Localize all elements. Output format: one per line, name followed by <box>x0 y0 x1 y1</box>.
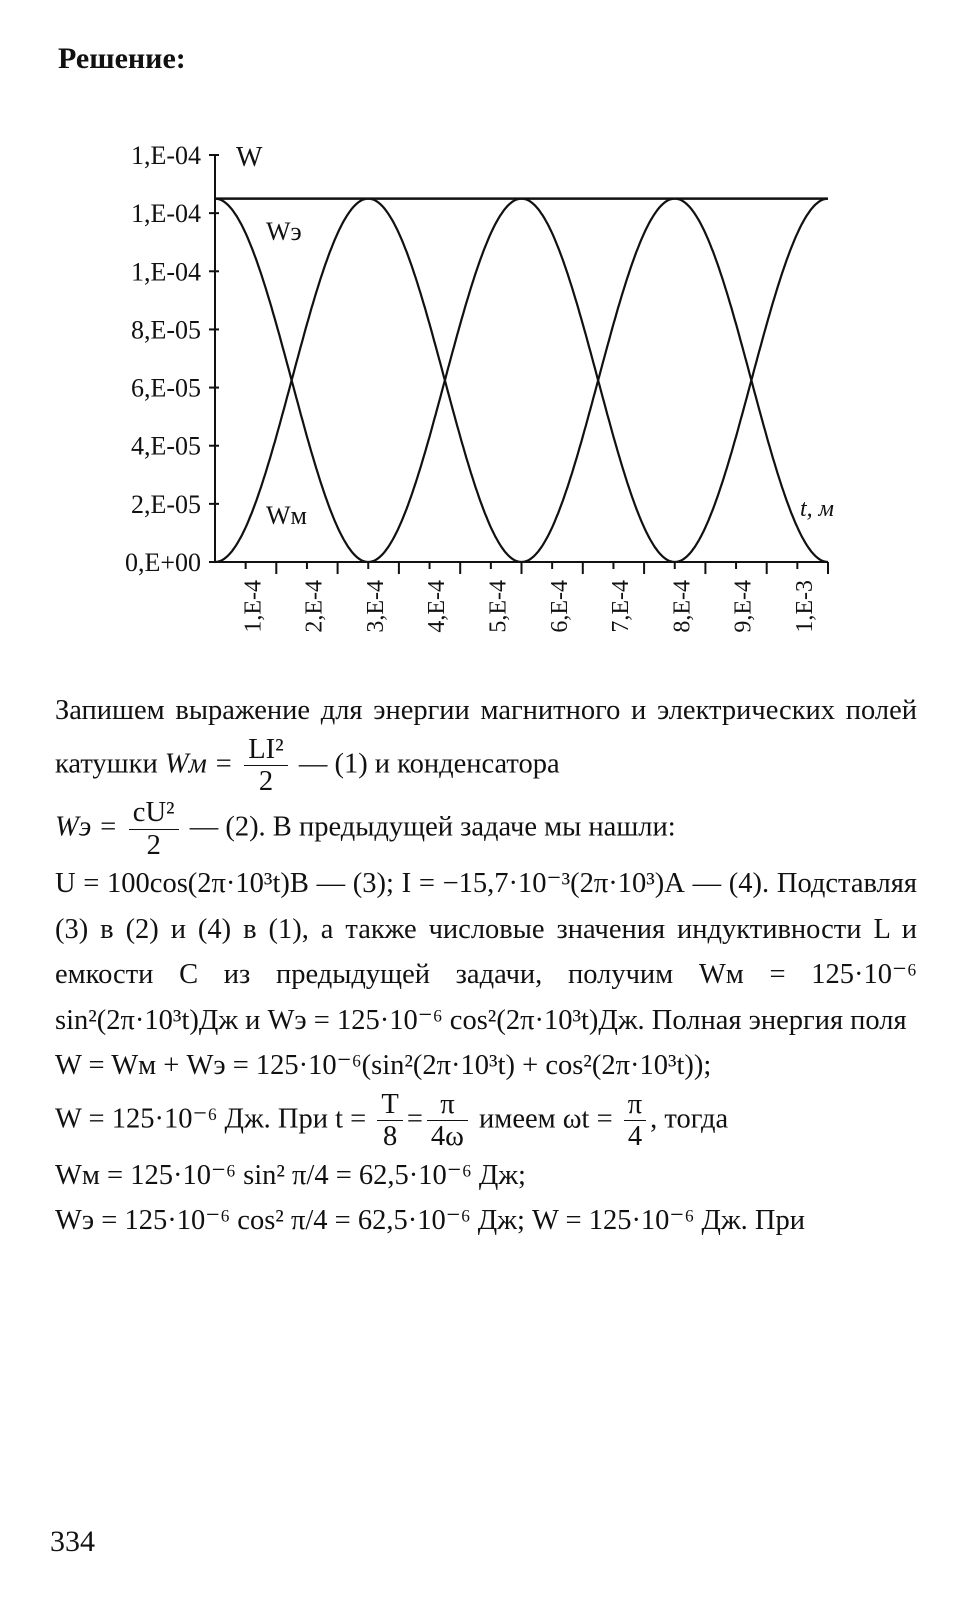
y-axis-label: W <box>236 142 263 173</box>
y-tick-label: 6,E-05 <box>130 373 201 403</box>
y-tick-label: 0,E+00 <box>124 548 201 577</box>
y-tick-labels <box>125 141 201 577</box>
energy-chart <box>0 0 966 690</box>
fraction-we: $\frac{\text{cU²}}{2}$ <box>129 797 179 861</box>
x-tick-labels <box>240 580 818 633</box>
text-p5: W = Wм + Wэ = 125·10⁻⁶(sin²(2π·10³t) + cos²(2π·10³t)); <box>55 1050 712 1082</box>
y-tick-label: 4,E-05 <box>130 431 201 461</box>
text-p2: — (2). В предыдущей задаче мы нашли: <box>189 811 676 843</box>
text-p1: Запишем выражение для энергии магнитного и электрических полей катушки <box>55 695 917 779</box>
text-p4: (4). Подставляя (3) в (2) и (4) в (1), а также числовые значения индуктивности L и емкости C из предыдущей задачи, получим Wм = 125·10⁻⁶ sin²(2π·10³t)Дж и Wэ = 125·10⁻⁶ cos²(2π·10³t)Дж. Полная энергия поля <box>55 867 917 1036</box>
x-tick-label: 1,E-4 <box>240 580 267 633</box>
y-tick-label: 8,E-05 <box>130 315 201 345</box>
text-p3: U = 100cos(2π·10³t)В — (3); I = −15,7·10⁻³(2π·10³)А — <box>55 867 722 899</box>
series-label-we: Wэ <box>266 217 302 246</box>
solution-text: Запишем выражение для энергии магнитного и электрических полей катушки Wм = $\frac{\text{LI²}}{2}$ — (1) и конденсатора Wэ = $\frac{\text{cU²}}{2}$ — (2). В предыдущей задаче мы нашли: U = 100cos(2π·10³t)В — (3); I = −15,7·10⁻³(2π·10³)А — (4). Подставляя (3) в (2) и (4) в (1), а также числовые значения индуктивности L и емкости C из предыдущей задачи, получим Wм = 125·10⁻⁶ sin²(2π·10³t)Дж и Wэ = 125·10⁻⁶ cos²(2π·10³t)Дж. Полная энергия поля W = Wм + Wэ = 125·10⁻⁶(sin²(2π·10³t) + cos²(2π·10³t)); W = 125·10⁻⁶ Дж. При t = $\frac{T}{8}$ = $\frac{\pi}{4\omega}$ имеем ωt = $\frac{\pi}{4}$ , тогда Wм = 125·10⁻⁶ sin² π/4 = 62,5·10⁻⁶ Дж; Wэ = 125·10⁻⁶ cos² π/4 = 62,5·10⁻⁶ Дж; W = 125·10⁻⁶ Дж. При <box>55 695 917 1237</box>
wm-lhs: Wм = <box>164 747 234 779</box>
y-tick-label: 1,E-04 <box>130 257 201 287</box>
y-tick-label: 1,E-04 <box>130 199 201 229</box>
series-label-wm: Wм <box>266 501 307 530</box>
x-tick-label: 3,E-4 <box>362 580 389 633</box>
we-lhs: Wэ = <box>55 811 118 843</box>
x-tick-label: 6,E-4 <box>546 580 573 633</box>
x-tick-label: 9,E-4 <box>730 580 757 633</box>
x-tick-label: 8,E-4 <box>669 580 696 633</box>
text-p1b: — (1) и конденсатора <box>298 747 560 779</box>
section-heading: Решение: <box>58 42 186 75</box>
text-p7: Wм = 125·10⁻⁶ sin² π/4 = 62,5·10⁻⁶ Дж; <box>55 1159 526 1191</box>
x-tick-label: 7,E-4 <box>608 580 635 633</box>
text-p6a: W = 125·10⁻⁶ Дж. При t = <box>55 1103 367 1135</box>
page-number: 334 <box>50 1525 95 1558</box>
x-tick-label: 4,E-4 <box>424 580 451 633</box>
x-tick-label: 2,E-4 <box>301 580 328 633</box>
y-tick-label: 1,E-04 <box>130 141 201 170</box>
fraction-wt: $\frac{\pi}{4}$ <box>624 1089 646 1153</box>
x-tick-label: 5,E-4 <box>485 580 512 633</box>
y-tick-label: 2,E-05 <box>130 489 201 519</box>
x-axis-label: t, м <box>800 496 834 522</box>
x-tick-label: 1,E-3 <box>792 580 818 633</box>
fraction-t2: $\frac{\pi}{4\omega}$ <box>427 1089 468 1153</box>
fraction-wm: $\frac{\text{LI²}}{2}$ <box>244 734 287 798</box>
fraction-t1: $\frac{T}{8}$ <box>377 1089 402 1153</box>
text-p6b: имеем ωt = <box>479 1103 613 1135</box>
text-p6c: , тогда <box>650 1103 729 1135</box>
text-p8: Wэ = 125·10⁻⁶ cos² π/4 = 62,5·10⁻⁶ Дж; W = 125·10⁻⁶ Дж. При <box>55 1205 806 1237</box>
